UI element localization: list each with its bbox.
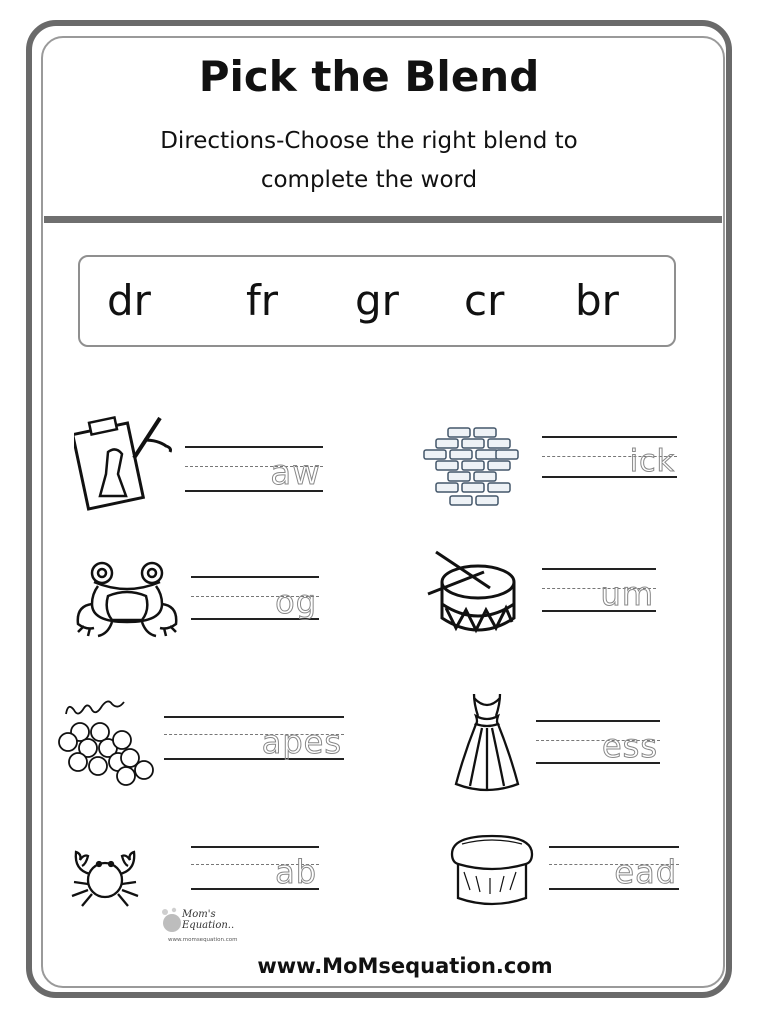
line-top [549, 846, 679, 848]
frog-icon [74, 560, 180, 642]
logo-url: www.momsequation.com [168, 937, 238, 943]
line-top [191, 846, 319, 848]
logo-text [182, 909, 234, 931]
word-ending: um [600, 575, 654, 613]
grapes-icon [58, 700, 158, 786]
word-ending: ab [275, 853, 317, 891]
bread-icon [442, 832, 542, 910]
dress-icon [452, 690, 522, 792]
line-top [536, 720, 660, 722]
logo-bubbles-icon [160, 907, 184, 935]
blend-option: dr [107, 276, 151, 325]
word-ending: ead [614, 853, 677, 891]
worksheet-title: Pick the Blend [198, 52, 540, 101]
line-top [185, 446, 323, 448]
drum-icon [426, 548, 518, 638]
directions-line-2: complete the word [260, 167, 478, 193]
word-ending: ess [601, 727, 658, 765]
line-top [191, 576, 319, 578]
directions-line-1: Directions-Choose the right blend to [160, 128, 578, 154]
word-ending: apes [261, 723, 342, 761]
line-top [542, 436, 677, 438]
blend-option: br [575, 276, 619, 325]
crab-icon [66, 834, 144, 912]
word-ending: og [275, 583, 317, 621]
line-top [164, 716, 344, 718]
header-divider [44, 216, 722, 223]
word-ending: aw [270, 453, 321, 493]
brick-wall-icon [422, 426, 520, 508]
worksheet-directions [0, 122, 738, 200]
logo-line-1: Mom's [182, 909, 216, 920]
drawing-icon [74, 410, 176, 512]
word-ending: ick [629, 444, 675, 479]
blend-option: fr [246, 276, 279, 325]
footer-website: www.MoMsequation.com [257, 954, 553, 978]
logo-line-2: Equation.. [182, 920, 235, 931]
line-top [542, 568, 656, 570]
blend-option: cr [464, 276, 505, 325]
moms-equation-logo [160, 905, 250, 950]
blend-option: gr [355, 276, 399, 325]
